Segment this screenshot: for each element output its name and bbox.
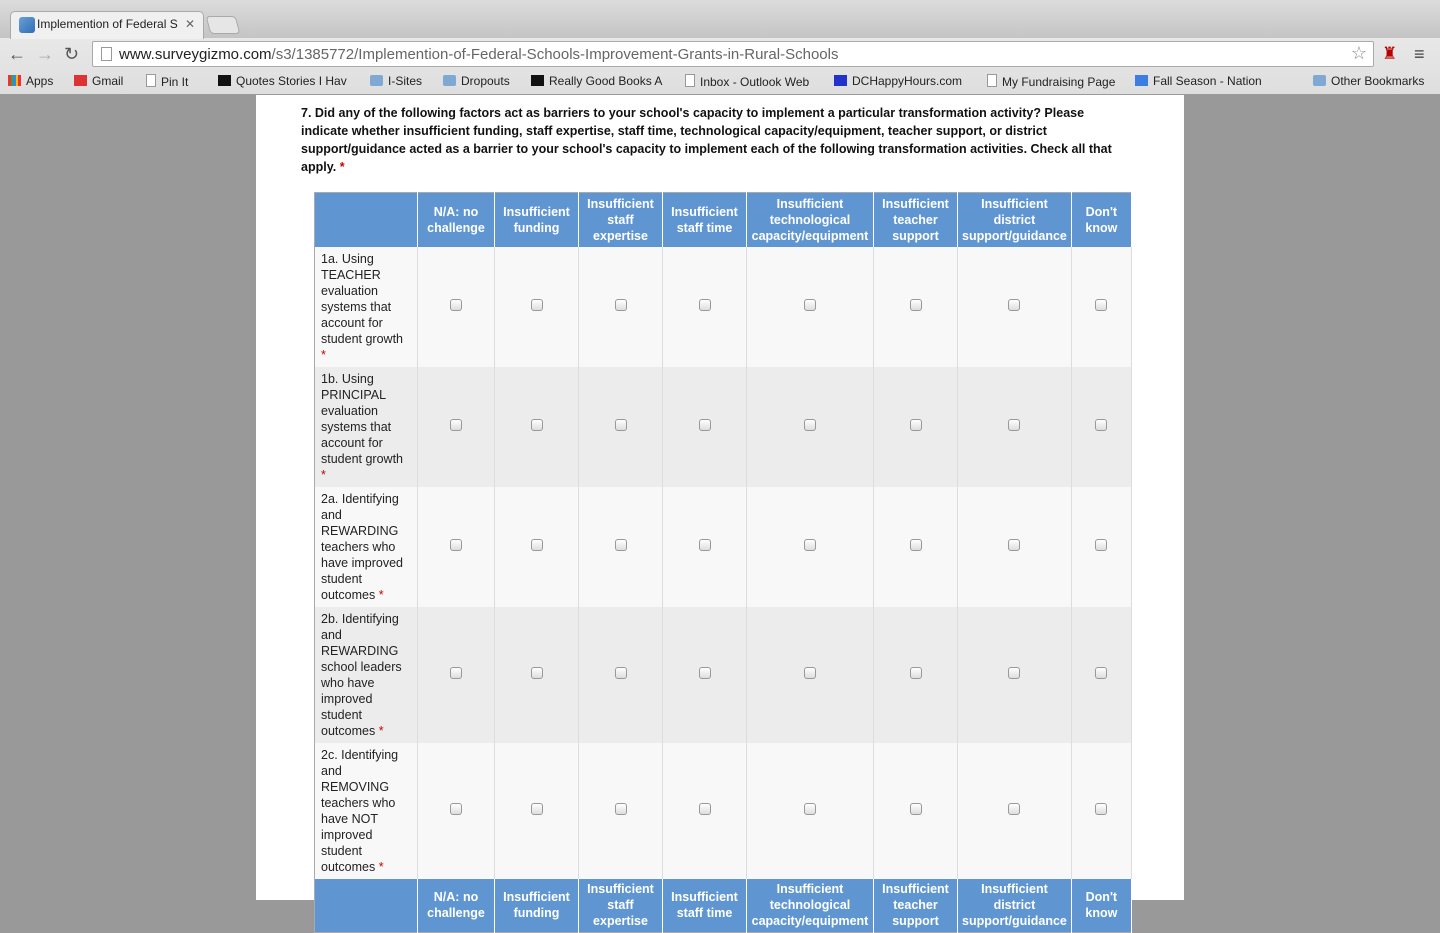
checkbox-cell: [663, 487, 747, 607]
checkbox[interactable]: [1095, 299, 1107, 311]
checkbox[interactable]: [804, 803, 816, 815]
checkbox[interactable]: [699, 803, 711, 815]
checkbox-cell: [418, 487, 495, 607]
checkbox-cell: [1071, 743, 1131, 879]
checkbox-cell: [874, 743, 958, 879]
header-corner: [315, 193, 418, 247]
h-icon: [531, 75, 544, 86]
checkbox[interactable]: [531, 803, 543, 815]
bookmark-item[interactable]: [531, 74, 662, 88]
checkbox-cell: [663, 743, 747, 879]
bookmark-item[interactable]: [834, 74, 962, 88]
checkbox-cell: [418, 607, 495, 743]
column-header: N/A: no challenge: [418, 193, 495, 247]
checkbox[interactable]: [531, 539, 543, 551]
bookmark-label: I-Sites: [388, 74, 423, 88]
checkbox-cell: [663, 607, 747, 743]
required-mark: *: [321, 467, 326, 482]
checkbox-cell: [495, 607, 579, 743]
url-path: /s3/1385772/Implemention-of-Federal-Schools-Improvement-Grants-in-Rural-Schools: [271, 46, 839, 63]
tab-title: Implemention of Federal S: [37, 17, 178, 31]
checkbox[interactable]: [1008, 803, 1020, 815]
checkbox-cell: [747, 367, 874, 487]
bookmark-item[interactable]: [74, 74, 123, 88]
reload-icon[interactable]: ↻: [64, 44, 80, 64]
checkbox[interactable]: [804, 539, 816, 551]
survey-page: [256, 95, 1184, 929]
column-header: Insufficient teacher support: [874, 193, 958, 247]
checkbox-cell: [495, 487, 579, 607]
column-header: Insufficient staff expertise: [579, 879, 663, 933]
checkbox[interactable]: [531, 667, 543, 679]
column-header: Insufficient staff time: [663, 879, 747, 933]
column-header: Insufficient funding: [495, 193, 579, 247]
row-label-text: 2c. Identifying and REMOVING teachers who have NOT improved student outcomes: [321, 747, 399, 874]
page-icon: [101, 47, 112, 61]
bookmark-item[interactable]: [1135, 74, 1262, 88]
checkbox-cell: [579, 743, 663, 879]
apps-grid-icon: [8, 75, 21, 86]
bookmark-label: My Fundraising Page: [1002, 75, 1116, 89]
bookmark-label: Gmail: [92, 74, 124, 88]
checkbox[interactable]: [1095, 803, 1107, 815]
checkbox[interactable]: [450, 803, 462, 815]
bookmark-label: DCHappyHours.com: [852, 74, 963, 88]
bookmark-item[interactable]: [146, 74, 188, 89]
checkbox-cell: [418, 743, 495, 879]
checkbox[interactable]: [615, 419, 627, 431]
checkbox[interactable]: [910, 299, 922, 311]
checkbox[interactable]: [1095, 419, 1107, 431]
checkbox-cell: [747, 607, 874, 743]
checkbox[interactable]: [699, 299, 711, 311]
checkbox[interactable]: [804, 419, 816, 431]
checkbox-cell: [874, 367, 958, 487]
checkbox[interactable]: [910, 419, 922, 431]
checkbox-cell: [874, 247, 958, 367]
column-header: Don't know: [1071, 879, 1131, 933]
required-mark: *: [378, 723, 384, 738]
checkbox[interactable]: [1008, 419, 1020, 431]
checkbox-cell: [579, 247, 663, 367]
table-row: [315, 247, 1132, 367]
checkbox-cell: [1071, 607, 1131, 743]
checkbox-cell: [579, 607, 663, 743]
row-label: [315, 247, 418, 367]
checkbox[interactable]: [450, 539, 462, 551]
checkbox-cell: [663, 247, 747, 367]
checkbox-cell: [747, 487, 874, 607]
column-header: Insufficient teacher support: [874, 879, 958, 933]
page-icon: [987, 74, 997, 87]
checkbox[interactable]: [699, 419, 711, 431]
bookmark-label: Quotes Stories I Hav: [236, 74, 347, 88]
matrix-table: [314, 192, 1132, 933]
other-bookmarks-label: Other Bookmarks: [1331, 74, 1425, 88]
bookmark-item[interactable]: [370, 74, 422, 88]
bookmark-item[interactable]: [987, 74, 1115, 89]
row-label: [315, 607, 418, 743]
other-bookmarks[interactable]: [1313, 74, 1424, 88]
row-label: [315, 367, 418, 487]
folder-icon: [443, 75, 456, 86]
extension-icon[interactable]: ♜: [1382, 44, 1398, 63]
checkbox-cell: [579, 367, 663, 487]
checkbox[interactable]: [531, 419, 543, 431]
checkbox-cell: [579, 487, 663, 607]
bookmark-label: Inbox - Outlook Web: [700, 75, 810, 89]
bookmark-item[interactable]: [685, 74, 809, 89]
row-label-text: 1b. Using PRINCIPAL evaluation systems that account for student growth: [321, 371, 403, 466]
checkbox-cell: [874, 607, 958, 743]
checkbox-cell: [418, 247, 495, 367]
checkbox-cell: [747, 743, 874, 879]
table-row: [315, 743, 1132, 879]
column-header: Insufficient technological capacity/equipment: [747, 879, 874, 933]
close-tab-icon[interactable]: ✕: [184, 17, 195, 31]
checkbox[interactable]: [615, 539, 627, 551]
row-label-text: 2a. Identifying and REWARDING teachers who have improved student outcomes: [321, 491, 403, 602]
back-icon[interactable]: ←: [8, 44, 26, 64]
checkbox-cell: [495, 247, 579, 367]
checkbox-cell: [495, 743, 579, 879]
checkbox-cell: [1071, 487, 1131, 607]
row-label-text: 2b. Identifying and REWARDING school leaders who have improved student outcomes: [321, 611, 402, 738]
checkbox[interactable]: [1095, 539, 1107, 551]
column-header: Don't know: [1071, 193, 1131, 247]
checkbox-cell: [1071, 367, 1131, 487]
bookmark-label: Pin It: [161, 75, 189, 89]
required-mark: *: [378, 859, 384, 874]
bookmark-item[interactable]: [8, 74, 53, 88]
required-mark: *: [321, 347, 326, 362]
browser-tab[interactable]: [10, 11, 204, 39]
checkbox-cell: [495, 367, 579, 487]
row-label: [315, 743, 418, 879]
checkbox-cell: [958, 367, 1072, 487]
checkbox[interactable]: [910, 803, 922, 815]
checkbox[interactable]: [804, 667, 816, 679]
checkbox[interactable]: [1008, 299, 1020, 311]
checkbox-cell: [747, 247, 874, 367]
checkbox[interactable]: [450, 299, 462, 311]
question-label: 7. Did any of the following factors act as barriers to your school's capacity to implement a particular transformation activity? Please indicate whether insufficient funding, staff expertise, staff time, technological capacity/equipment, teacher support, or district support/guidance acted as a barrier to your school's capacity to implement each of the following transformation activities. Check all that apply.: [301, 106, 1112, 174]
checkbox[interactable]: [450, 667, 462, 679]
forward-icon[interactable]: →: [36, 44, 54, 64]
bookmark-star-icon[interactable]: ☆: [1350, 43, 1367, 63]
checkbox[interactable]: [910, 539, 922, 551]
checkbox-cell: [418, 367, 495, 487]
favicon-icon: [19, 17, 35, 33]
checkbox[interactable]: [910, 667, 922, 679]
bookmarks-bar: [0, 72, 1440, 92]
url-host: www.surveygizmo.com: [119, 46, 272, 63]
bookmark-item[interactable]: [218, 74, 347, 88]
column-header: Insufficient staff expertise: [579, 193, 663, 247]
bookmark-item[interactable]: [443, 74, 510, 88]
column-header: Insufficient funding: [495, 879, 579, 933]
column-header: Insufficient district support/guidance: [958, 193, 1072, 247]
bookmark-label: Really Good Books A: [549, 74, 663, 88]
question-text: [301, 104, 1131, 176]
bookmark-label: Dropouts: [461, 74, 510, 88]
required-mark: *: [339, 160, 345, 174]
checkbox[interactable]: [615, 299, 627, 311]
new-tab-button[interactable]: [206, 16, 241, 34]
checkbox[interactable]: [615, 667, 627, 679]
checkbox[interactable]: [1008, 667, 1020, 679]
column-header: N/A: no challenge: [418, 879, 495, 933]
menu-icon[interactable]: ≡: [1414, 44, 1425, 64]
bookmark-label: Fall Season - Nation: [1153, 74, 1262, 88]
checkbox-cell: [958, 247, 1072, 367]
row-label-text: 1a. Using TEACHER evaluation systems that account for student growth: [321, 251, 403, 346]
page-icon: [685, 74, 695, 87]
table-row: [315, 607, 1132, 743]
table-row: [315, 367, 1132, 487]
checkbox[interactable]: [615, 803, 627, 815]
table-row: [315, 487, 1132, 607]
page-icon: [146, 74, 156, 87]
checkbox[interactable]: [1008, 539, 1020, 551]
y-icon: [218, 75, 231, 86]
folder-icon: [1313, 75, 1326, 86]
dc-icon: [834, 75, 847, 86]
column-header: Insufficient technological capacity/equipment: [747, 193, 874, 247]
bookmark-label: Apps: [26, 74, 54, 88]
checkbox-cell: [958, 607, 1072, 743]
folder-icon: [370, 75, 383, 86]
checkbox-cell: [874, 487, 958, 607]
checkbox[interactable]: [804, 299, 816, 311]
checkbox[interactable]: [450, 419, 462, 431]
column-header: Insufficient district support/guidance: [958, 879, 1072, 933]
checkbox-cell: [663, 367, 747, 487]
gmail-icon: [74, 75, 87, 86]
checkbox[interactable]: [699, 667, 711, 679]
row-label: [315, 487, 418, 607]
calendar-icon: [1135, 75, 1148, 86]
address-bar[interactable]: [92, 41, 1374, 67]
browser-chrome: [0, 0, 1440, 95]
checkbox[interactable]: [699, 539, 711, 551]
checkbox[interactable]: [531, 299, 543, 311]
checkbox[interactable]: [1095, 667, 1107, 679]
checkbox-cell: [958, 487, 1072, 607]
column-header: Insufficient staff time: [663, 193, 747, 247]
checkbox-cell: [958, 743, 1072, 879]
header-corner: [315, 879, 418, 933]
required-mark: *: [378, 587, 384, 602]
checkbox-cell: [1071, 247, 1131, 367]
